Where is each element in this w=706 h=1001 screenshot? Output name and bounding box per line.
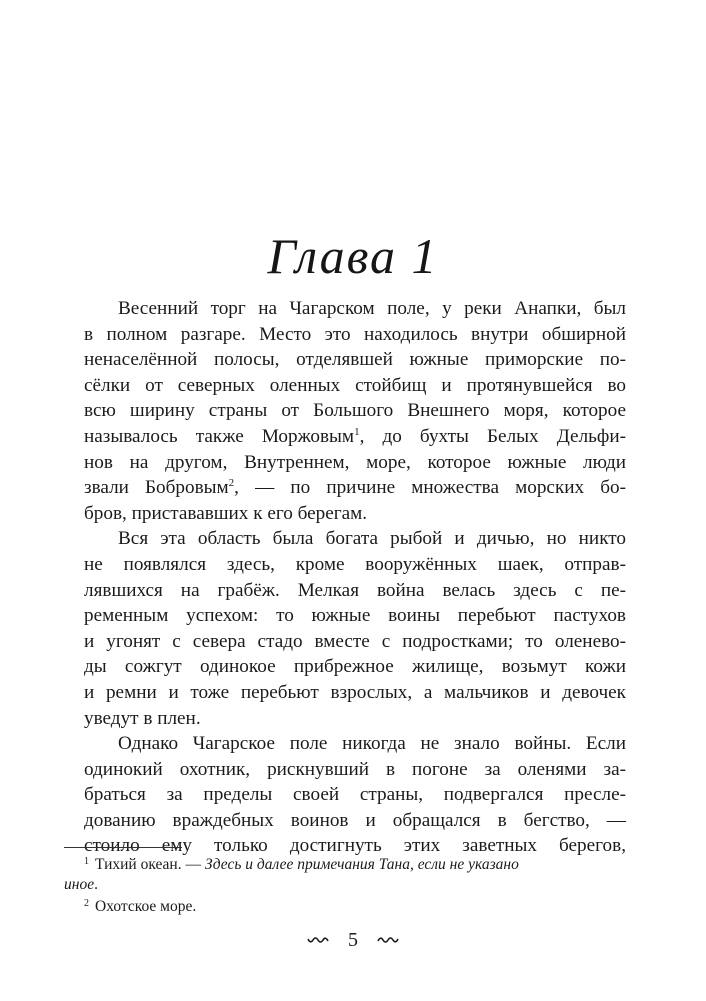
text-line: Вся эта область была богата рыбой и дичью, но никто — [118, 528, 626, 550]
text-line: нов на другом, Внутреннем, море, которое южные люди — [84, 451, 626, 473]
footnote-1: $^1$ Тихий океан. — Здесь и далее примечания Тана, если не указано — [84, 856, 519, 873]
footnote-mark: 2 — [84, 898, 89, 909]
text-line: Весенний торг на Чагарском поле, у реки Анапки, был — [118, 298, 626, 319]
page-number: 5 — [348, 929, 358, 952]
text-line: дованию враждебных воинов и обращался в бегство, — — [84, 809, 626, 831]
footnote-mark: 1 — [84, 856, 89, 867]
wave-ornament-icon — [377, 935, 399, 945]
footnote-ref-1[interactable]: 1 — [354, 425, 360, 438]
text-line: браться за пределы своей страны, подвергался пресле- — [84, 784, 626, 806]
text-line: ненаселённой полосы, отделявшей южные приморские по- — [84, 349, 626, 371]
text-line: всю ширину страны от Большого Внешнего моря, которое — [84, 400, 626, 422]
text-line: уведут в плен. — [84, 707, 201, 729]
wave-ornament-icon — [307, 935, 329, 945]
text-line: лявшихся на грабёж. Мелкая война велась здесь с пе- — [84, 579, 626, 601]
footnote-divider — [64, 847, 182, 848]
text-line: не появлялся здесь, кроме вооружённых шаек, отправ- — [84, 553, 626, 575]
footnote-1-continuation: иное. — [64, 875, 98, 893]
text-line: и ремни и тоже перебьют взрослых, а мальчиков и девочек — [84, 681, 626, 703]
chapter-body — [84, 296, 626, 859]
text-line: Однако Чагарское поле никогда не знало войны. Если — [118, 733, 626, 755]
chapter-title: Глава 1 — [267, 228, 439, 284]
text-line: одинокий охотник, рискнувший в погоне за оленями за- — [84, 758, 626, 780]
text-line: ды сожгут одинокое прибрежное жилище, возьмут кожи — [84, 656, 626, 678]
text-line: в полном разгаре. Место это находилось внутри обширной — [84, 323, 626, 345]
text-line: ременным успехом: то южные воины перебьют пастухов — [84, 605, 626, 627]
text-line: стоило ему только достигнуть этих заветных берегов, — [84, 835, 626, 857]
text-line: бров, пристававших к его берегам. — [84, 502, 368, 524]
text-line: и угонят с севера стадо вместе с подростками; то оленево- — [84, 630, 626, 652]
text-line: сёлки от северных оленных стойбищ и протянувшейся во — [84, 374, 626, 396]
footnote-2: $^2$ Охотское море. — [84, 898, 197, 915]
page-folio — [0, 926, 706, 953]
footnotes — [64, 852, 624, 917]
text-line: звали Бобровым$^2$, — по причине множества морских бо- — [84, 477, 626, 499]
text-line: называлось также Моржовым$^1$, до бухты Белых Дельфи- — [84, 425, 626, 447]
footnote-ref-2[interactable]: 2 — [228, 477, 235, 490]
